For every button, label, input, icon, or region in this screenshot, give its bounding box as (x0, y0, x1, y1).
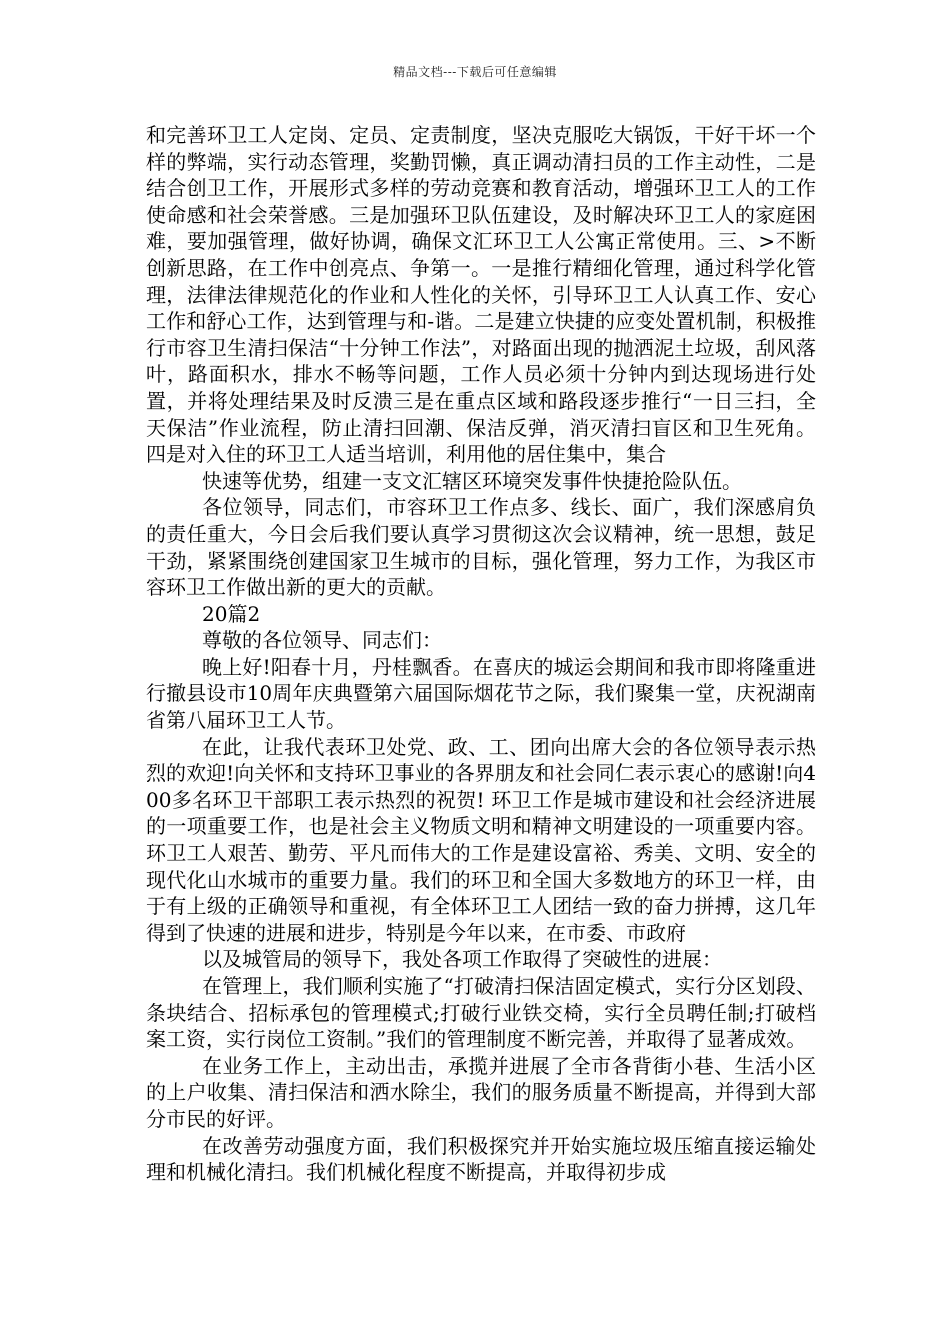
section-heading: 20篇2 (202, 601, 261, 626)
paragraph: 在此，让我代表环卫处党、政、工、团向出席大会的各位领导表示热烈的欢迎!向关怀和支持环卫事业的各界朋友和社会同仁表示衷心的感谢!向400多名环卫干部职工表示热烈的祝贺! 环卫工作是城市建设和社会经济进展的一项重要工作，也是社会主义物质文明和精神文明建设的一项重要内容。环卫工人艰苦、勤劳、平凡而伟大的工作是建设富裕、秀美、文明、安全的现代化山水城市的重要力量。我们的环卫和全国大多数地方的环卫一样，由于有上级的正确领导和重视，有全体环卫工人团结一致的奋力拼搏，这几年得到了快速的进展和进步，特别是今年以来，在市委、市政府 (146, 734, 816, 945)
paragraph: 在改善劳动强度方面，我们积极探究并开始实施垃圾压缩直接运输处理和机械化清扫。我们机械化程度不断提高，并取得初步成 (146, 1133, 816, 1185)
paragraph: 和完善环卫工人定岗、定员、定责制度，坚决克服吃大锅饭，干好干坏一个样的弊端，实行动态管理，奖勤罚懒，真正调动清扫员的工作主动性，二是结合创卫工作，开展形式多样的劳动竞赛和教育活动，增强环卫工人的工作使命感和社会荣誉感。三是加强环卫队伍建设，及时解决环卫工人的家庭困难，要加强管理，做好协调，确保文汇环卫工人公寓正常使用。三、>不断创新思路，在工作中创亮点、争第一。一是推行精细化管理，通过科学化管理，法律法律规范化的作业和人性化的关怀，引导环卫工人认真工作、安心工作和舒心工作，达到管理与和-谐。二是建立快捷的应变处置机制，积极推行市容卫生清扫保洁“十分钟工作法”，对路面出现的抛洒泥土垃圾，刮风落叶，路面积水，排水不畅等问题，工作人员必须十分钟内到达现场进行处置，并将处理结果及时反溃三是在重点区域和路段逐步推行“一日三扫，全天保洁”作业流程，防止清扫回潮、保洁反弹，消灭清扫盲区和卫生死角。四是对入住的环卫工人适当培训，利用他的居住集中，集合 (146, 123, 816, 467)
paragraph: 晚上好!阳春十月，丹桂飘香。在喜庆的城运会期间和我市即将隆重进行撤县设市10周年庆典暨第六届国际烟花节之际，我们聚集一堂，庆祝湖南省第八届环卫工人节。 (146, 654, 816, 733)
paragraph: 在管理上，我们顺利实施了“打破清扫保洁固定模式，实行分区划段、条块结合、招标承包的管理模式;打破行业铁交椅，实行全员聘任制;打破档案工资，实行岗位工资制。”我们的管理制度不断完善，并取得了显著成效。 (146, 974, 816, 1052)
page-header: 精品文档---下载后可任意编辑 (393, 65, 557, 79)
document-body (146, 122, 816, 1186)
paragraph: 在业务工作上，主动出击，承揽并进展了全市各背街小巷、生活小区的上户收集、清扫保洁和洒水除尘，我们的服务质量不断提高，并得到大部分市民的好评。 (146, 1053, 816, 1131)
paragraph: 以及城管局的领导下，我处各项工作取得了突破性的进展： (202, 947, 722, 972)
paragraph: 各位领导，同志们，市容环卫工作点多、线长、面广，我们深感肩负的责任重大，今日会后我们要认真学习贯彻这次会议精神，统一思想，鼓足干劲，紧紧围绕创建国家卫生城市的目标，强化管理，努力工作，为我区市容环卫工作做出新的更大的贡献。 (146, 495, 816, 600)
salutation: 尊敬的各位领导、同志们： (202, 628, 442, 653)
paragraph: 快速等优势，组建一支文汇辖区环境突发事件快捷抢险队伍。 (202, 468, 742, 493)
